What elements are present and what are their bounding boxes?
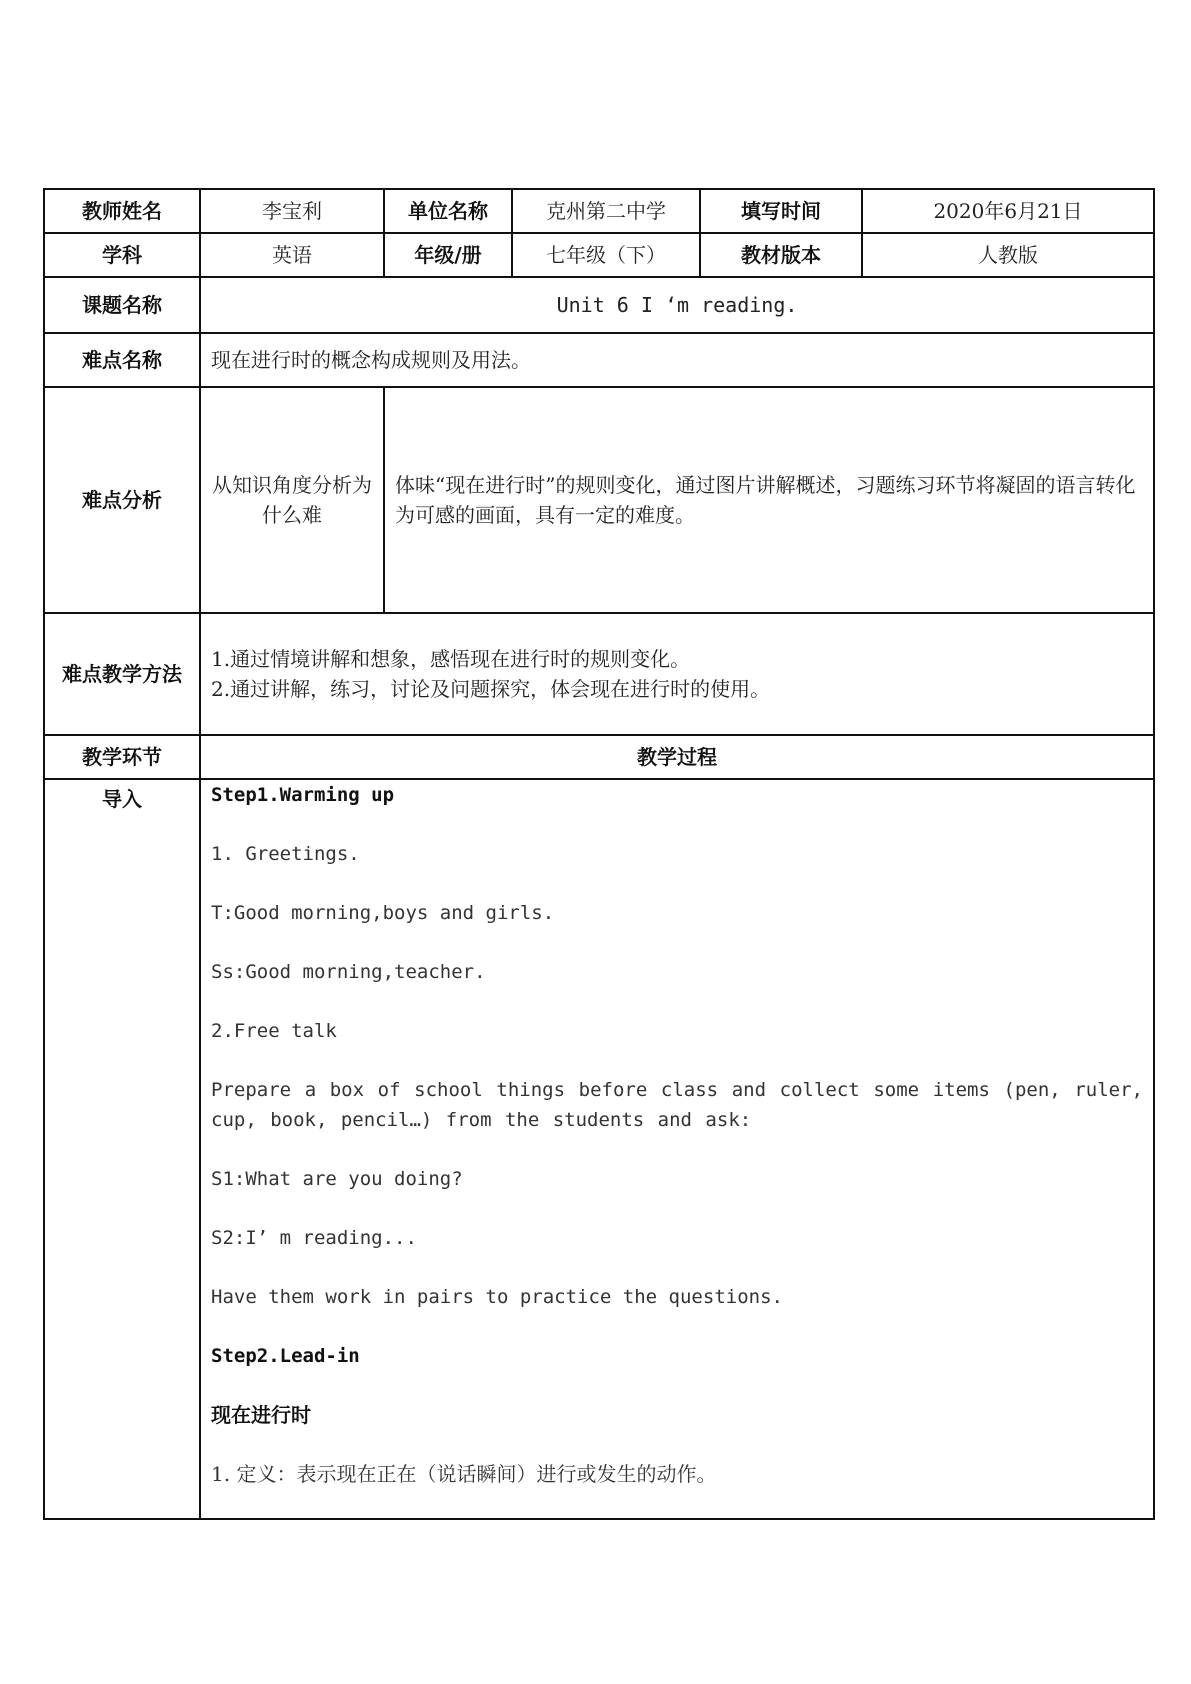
stage-header: 教学环节 — [44, 735, 200, 779]
teacher-name-label: 教师姓名 — [44, 189, 200, 233]
header-row-2 — [44, 233, 1154, 277]
intro-stage-label: 导入 — [44, 779, 200, 1519]
edition-value: 人教版 — [862, 233, 1154, 277]
process-line: S1:What are you doing? — [211, 1168, 463, 1190]
process-line: 1. Greetings. — [211, 843, 360, 865]
intro-row — [44, 779, 1154, 1519]
process-line: Step2.Lead-in — [211, 1345, 360, 1367]
subject-label: 学科 — [44, 233, 200, 277]
teacher-name-value: 李宝利 — [200, 189, 384, 233]
intro-process — [200, 779, 1154, 1519]
lesson-plan-table — [43, 188, 1155, 1520]
process-line: 2.Free talk — [211, 1020, 337, 1042]
process-header: 教学过程 — [200, 735, 1154, 779]
edition-label: 教材版本 — [700, 233, 862, 277]
analysis-row — [44, 387, 1154, 613]
method-label: 难点教学方法 — [44, 613, 200, 735]
method-value — [200, 613, 1154, 735]
analysis-sub-label: 从知识角度分析为什么难 — [200, 387, 384, 613]
difficulty-value: 现在进行时的概念构成规则及用法。 — [200, 333, 1154, 387]
process-line: Ss:Good morning,teacher. — [211, 961, 486, 983]
topic-label: 课题名称 — [44, 277, 200, 333]
fill-date-value: 2020年6月21日 — [862, 189, 1154, 233]
grade-value: 七年级（下） — [512, 233, 700, 277]
process-line: Prepare a box of school things before class and collect some items (pen, ruler, cup, book, pencil…) from the students and ask: — [211, 1079, 1143, 1131]
process-line: S2:I’ m reading... — [211, 1227, 417, 1249]
difficulty-row — [44, 333, 1154, 387]
header-row-1 — [44, 189, 1154, 233]
unit-name-value: 克州第二中学 — [512, 189, 700, 233]
fill-date-label: 填写时间 — [700, 189, 862, 233]
method-line-1: 1.通过情境讲解和想象，感悟现在进行时的规则变化。 — [211, 647, 691, 671]
analysis-label: 难点分析 — [44, 387, 200, 613]
process-line: Have them work in pairs to practice the questions. — [211, 1286, 783, 1308]
process-line: 现在进行时 — [211, 1403, 311, 1427]
analysis-value: 体味“现在进行时”的规则变化，通过图片讲解概述，习题练习环节将凝固的语言转化为可感的画面，具有一定的难度。 — [384, 387, 1154, 613]
difficulty-label: 难点名称 — [44, 333, 200, 387]
process-header-row — [44, 735, 1154, 779]
subject-value: 英语 — [200, 233, 384, 277]
topic-value: Unit 6 I ‘m reading. — [200, 277, 1154, 333]
method-row — [44, 613, 1154, 735]
process-line: T:Good morning,boys and girls. — [211, 902, 555, 924]
grade-label: 年级/册 — [384, 233, 512, 277]
topic-row — [44, 277, 1154, 333]
method-line-2: 2.通过讲解，练习，讨论及问题探究，体会现在进行时的使用。 — [211, 677, 771, 701]
process-line: 1. 定义：表示现在正在（说话瞬间）进行或发生的动作。 — [211, 1462, 717, 1486]
unit-name-label: 单位名称 — [384, 189, 512, 233]
process-line: Step1.Warming up — [211, 784, 395, 806]
